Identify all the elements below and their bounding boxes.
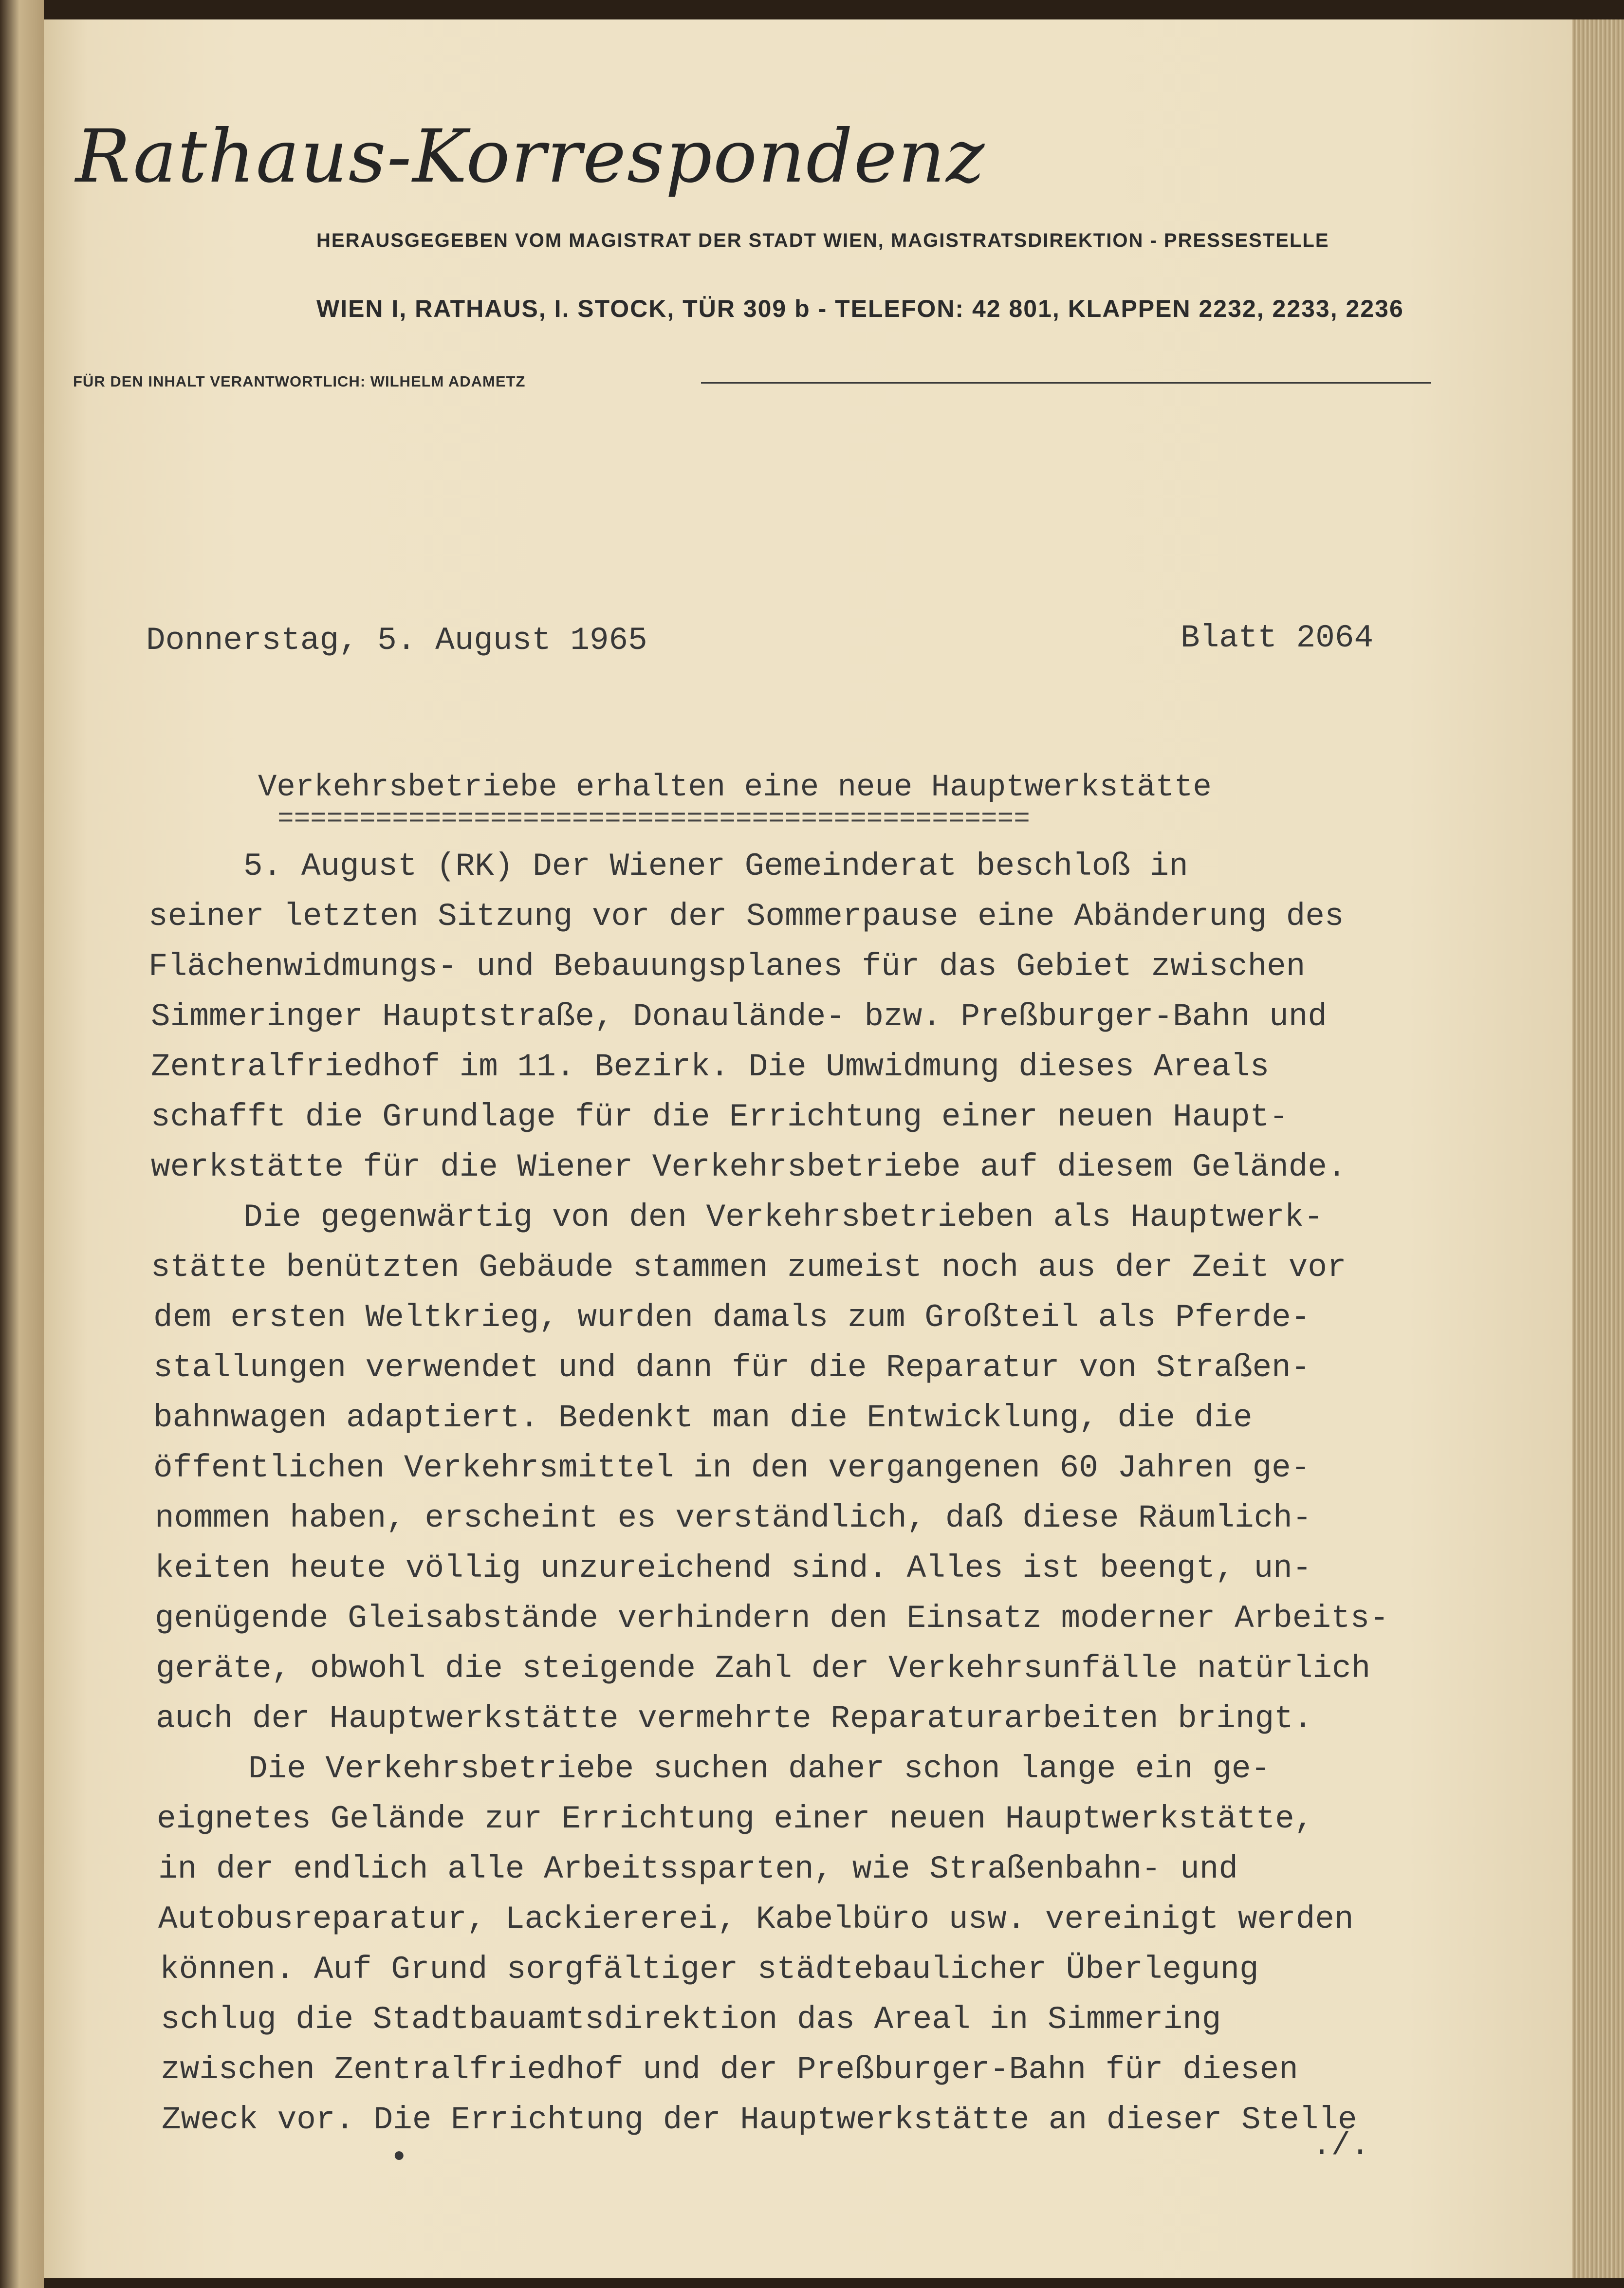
address-line: WIEN I, RATHAUS, I. STOCK, TÜR 309 b - TELEFON: 42 801, KLAPPEN 2232, 2233, 2236 — [316, 295, 1404, 322]
body-line: seiner letzten Sitzung vor der Sommerpause eine Abänderung des — [148, 898, 1344, 935]
body-line: Simmeringer Hauptstraße, Donaulände- bzw. Preßburger-Bahn und — [151, 998, 1327, 1035]
margin-dot: • — [389, 2140, 409, 2176]
body-line: schlug die Stadtbauamtsdirektion das Areal in Simmering — [161, 2001, 1221, 2038]
page-stack-edge — [1572, 19, 1624, 2278]
body-line: öffentlichen Verkehrsmittel in den vergangenen 60 Jahren ge- — [153, 1450, 1310, 1486]
header-rule — [701, 382, 1431, 384]
body-line: 5. August (RK) Der Wiener Gemeinderat beschloß in — [243, 848, 1188, 885]
body-line: eignetes Gelände zur Errichtung einer neuen Hauptwerkstätte, — [157, 1801, 1314, 1837]
body-line: auch der Hauptwerkstätte vermehrte Reparaturarbeiten bringt. — [156, 1700, 1313, 1737]
body-line: dem ersten Weltkrieg, wurden damals zum Großteil als Pferde- — [153, 1299, 1310, 1336]
body-line: Zentralfriedhof im 11. Bezirk. Die Umwidmung dieses Areals — [151, 1049, 1270, 1085]
body-line: bahnwagen adaptiert. Bedenkt man die Entwicklung, die die — [153, 1400, 1253, 1436]
headline-underline: ============================================== — [277, 803, 1030, 834]
body-line: Die Verkehrsbetriebe suchen daher schon lange ein ge- — [248, 1751, 1271, 1787]
sheet-number: Blatt 2064 — [1181, 620, 1374, 656]
continuation-mark: ./. — [1312, 2127, 1370, 2164]
body-line: Zweck vor. Die Errichtung der Hauptwerkstätte an dieser Stelle — [162, 2102, 1357, 2138]
masthead-title: Rathaus-Korrespondenz — [75, 114, 986, 199]
article-headline: Verkehrsbetriebe erhalten eine neue Hauptwerkstätte — [258, 770, 1212, 805]
dateline: Donnerstag, 5. August 1965 — [146, 622, 647, 659]
body-line: keiten heute völlig unzureichend sind. Alles ist beengt, un- — [155, 1550, 1312, 1587]
body-line: geräte, obwohl die steigende Zahl der Verkehrsunfälle natürlich — [156, 1650, 1371, 1687]
body-line: Die gegenwärtig von den Verkehrsbetrieben als Hauptwerk- — [243, 1199, 1323, 1236]
body-line: stallungen verwendet und dann für die Reparatur von Straßen- — [153, 1349, 1310, 1386]
body-line: schafft die Grundlage für die Errichtung einer neuen Haupt- — [151, 1099, 1289, 1135]
responsible-line: FÜR DEN INHALT VERANTWORTLICH: WILHELM ADAMETZ — [73, 373, 526, 390]
body-line: nommen haben, erscheint es verständlich, daß diese Räumlich- — [155, 1500, 1312, 1536]
body-line: werkstätte für die Wiener Verkehrsbetriebe auf diesem Gelände. — [151, 1149, 1347, 1185]
body-line: genügende Gleisabstände verhindern den Einsatz moderner Arbeits- — [155, 1600, 1389, 1637]
book-binding-left — [0, 0, 44, 2288]
body-line: in der endlich alle Arbeitssparten, wie Straßenbahn- und — [158, 1851, 1238, 1887]
body-line: stätte benützten Gebäude stammen zumeist noch aus der Zeit vor — [151, 1249, 1347, 1286]
publisher-line: HERAUSGEGEBEN VOM MAGISTRAT DER STADT WIEN, MAGISTRATSDIREKTION - PRESSESTELLE — [316, 230, 1329, 251]
body-line: zwischen Zentralfriedhof und der Preßburger-Bahn für diesen — [161, 2051, 1298, 2088]
body-line: können. Auf Grund sorgfältiger städtebaulicher Überlegung — [160, 1951, 1259, 1988]
body-line: Flächenwidmungs- und Bebauungsplanes für das Gebiet zwischen — [148, 948, 1306, 985]
body-line: Autobusreparatur, Lackiererei, Kabelbüro usw. vereinigt werden — [158, 1901, 1354, 1937]
